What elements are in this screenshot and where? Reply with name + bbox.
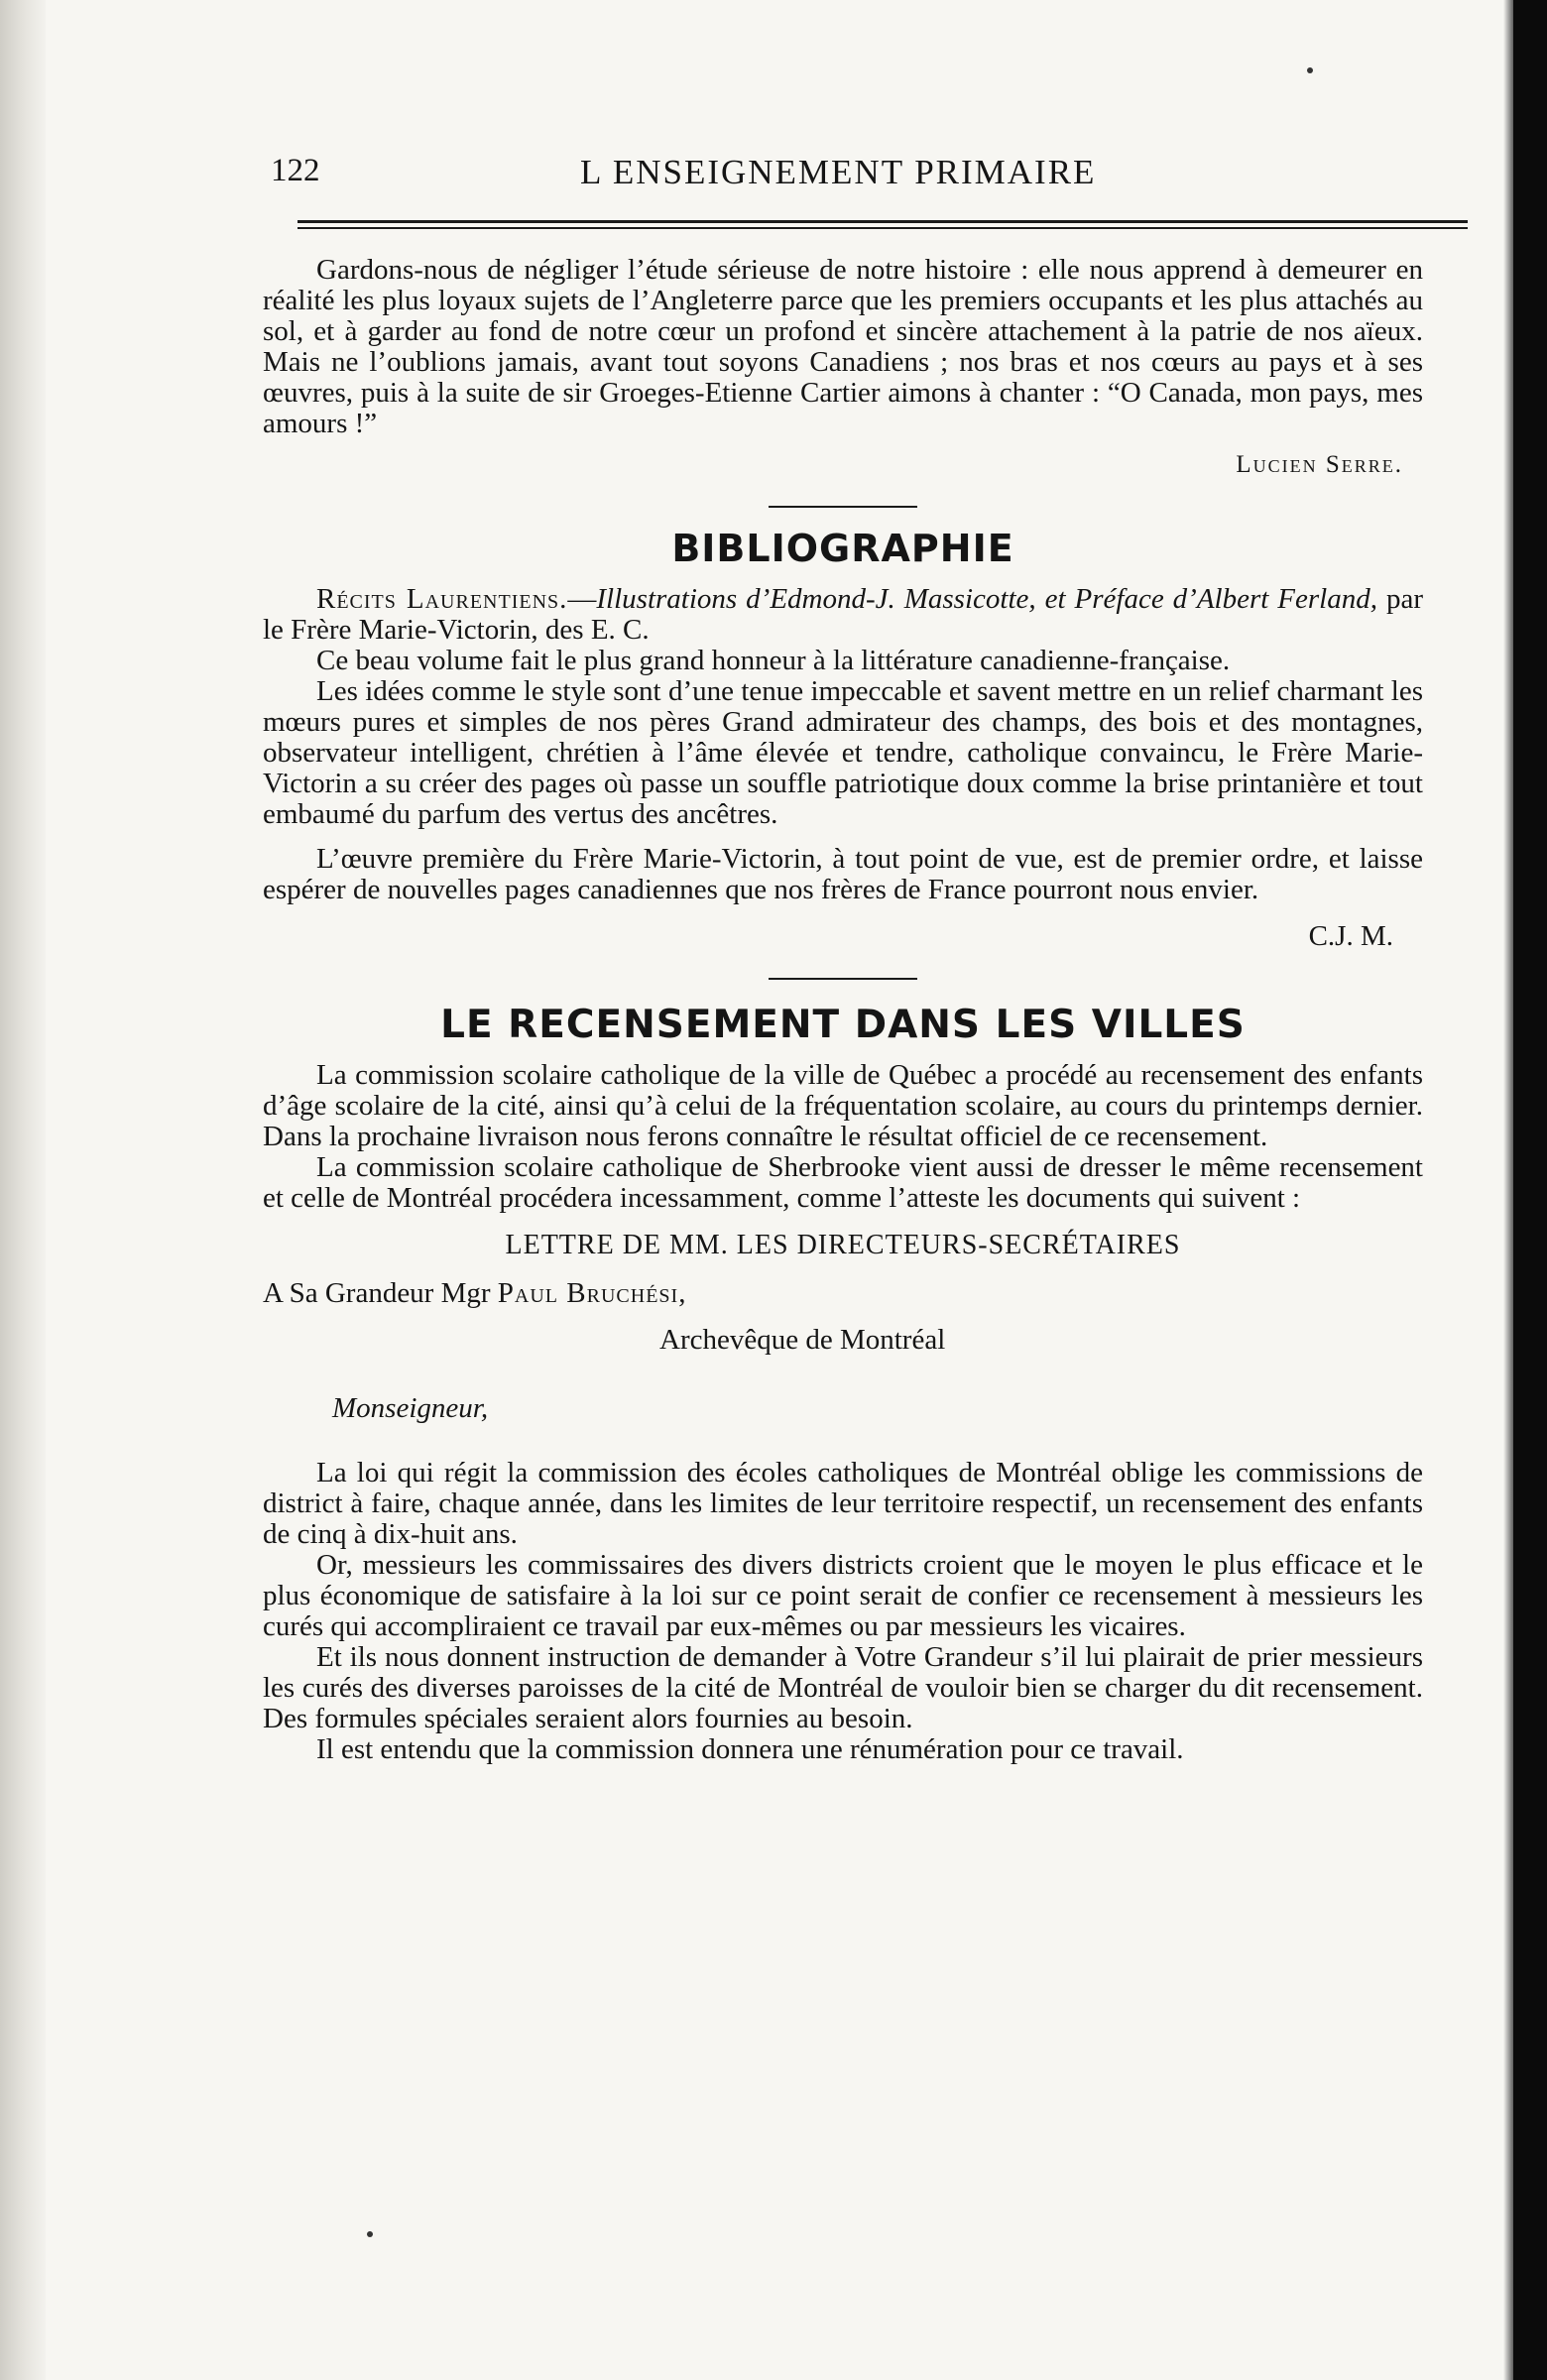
address-prefix: A Sa Grandeur Mgr: [263, 1277, 498, 1309]
book-author: par le Frère Marie-Victorin, des E. C.: [263, 583, 1423, 646]
author-signature: Lucien Serre.: [1236, 451, 1403, 478]
review-paragraph: Ce beau volume fait le plus grand honneur à la littérature canadienne-française.: [316, 645, 1231, 676]
journal-page: [263, 139, 1453, 1765]
review-initials: C.J. M.: [1308, 920, 1393, 952]
scan-right-shadow: [1503, 0, 1513, 2380]
census-paragraph: La commission scolaire catholique de la ville de Québec a procédé au recensement des enfants d’âge scolaire de la cité, ainsi qu’à celui de la fréquentation scolaire, au cours du printemps dernier. Dans la prochaine livraison nous ferons connaître le résultat officiel de ce recensement.: [263, 1059, 1423, 1152]
intro-paragraph: Gardons-nous de négliger l’étude sérieuse de notre histoire : elle nous apprend à demeurer en réalité les plus loyaux sujets de l’Angleterre parce que les premiers occupants et les plus attachés au sol, et à garder au fond de notre cœur un profond et sincère attachement à la patrie de nos aïeux. Mais ne l’oublions jamais, avant tout soyons Canadiens ; nos bras et nos cœurs au pays et à ses œuvres, puis à la suite de sir Groeges-Etienne Cartier aimons à chanter : “O Canada, mon pays, mes amours !”: [263, 254, 1423, 439]
address-name: Paul Bruchési,: [497, 1277, 687, 1309]
census-paragraph: La commission scolaire catholique de Sherbrooke vient aussi de dresser le même recensement et celle de Montréal procédera incessamment, comme l’atteste les documents qui suivent :: [263, 1151, 1423, 1214]
section-divider: [769, 978, 917, 980]
scan-left-margin: [0, 0, 46, 2380]
letter-paragraph: Il est entendu que la commission donnera une rénumération pour ce travail.: [316, 1733, 1184, 1765]
book-title: Récits Laurentiens.: [316, 583, 568, 615]
letter-paragraph: Or, messieurs les commissaires des divers districts croient que le moyen le plus efficace et le plus économique de satisfaire à la loi sur ce point serait de confier ce recensement à messieurs les curés qui accompliraient ce travail par eux-mêmes ou par messieurs les vicaires.: [263, 1549, 1423, 1642]
page-number: 122: [271, 153, 320, 188]
running-head: [263, 139, 1453, 198]
letter-paragraph: Et ils nous donnent instruction de demander à Votre Grandeur s’il lui plairait de prier messieurs les curés des diverses paroisses de la cité de Montréal de vouloir bien se charger du dit recensement. Des formules spéciales seraient alors fournies au besoin.: [263, 1641, 1423, 1734]
article-body: [263, 255, 1423, 1765]
book-credits: Illustrations d’Edmond-J. Massicotte, et Préface d’Albert Ferland,: [596, 583, 1377, 615]
review-paragraph: Les idées comme le style sont d’une tenue impeccable et savent mettre en un relief charmant les mœurs pures et simples de nos pères Grand admirateur des champs, des bois et des montagnes, observateur intelligent, chrétien à l’âme élevée et tendre, catholique convaincu, le Frère Marie-Victorin a su créer des pages où passe un souffle patriotique doux comme la brise printanière et tout embaumé du parfum des vertus des ancêtres.: [263, 675, 1423, 830]
scan-right-border: [1513, 0, 1547, 2380]
letter-heading: LETTRE DE MM. LES DIRECTEURS-SECRÉTAIRES: [505, 1230, 1181, 1260]
section-title-recensement: LE RECENSEMENT DANS LES VILLES: [440, 1003, 1246, 1047]
review-paragraph: L’œuvre première du Frère Marie-Victorin, à tout point de vue, est de premier ordre, et laisse espérer de nouvelles pages canadiennes que nos frères de France pourront nous envier.: [263, 843, 1423, 905]
section-title-bibliographie: BIBLIOGRAPHIE: [671, 527, 1014, 570]
book-reference: [263, 584, 1423, 646]
book-dash: —: [567, 583, 597, 615]
scan-speck: [1307, 67, 1313, 73]
running-title: L ENSEIGNEMENT PRIMAIRE: [580, 153, 1097, 191]
address-title: Archevêque de Montréal: [659, 1324, 946, 1356]
header-rule: [298, 220, 1468, 229]
letter-paragraph: La loi qui régit la commission des écoles catholiques de Montréal oblige les commissions de district à faire, chaque année, dans les limites de leur territoire respectif, un recensement des enfants de cinq à dix-huit ans.: [263, 1457, 1423, 1550]
letter-address: [263, 1278, 1423, 1309]
section-divider: [769, 506, 917, 508]
scan-speck: [367, 2231, 373, 2237]
letter-salutation: Monseigneur,: [332, 1392, 489, 1424]
